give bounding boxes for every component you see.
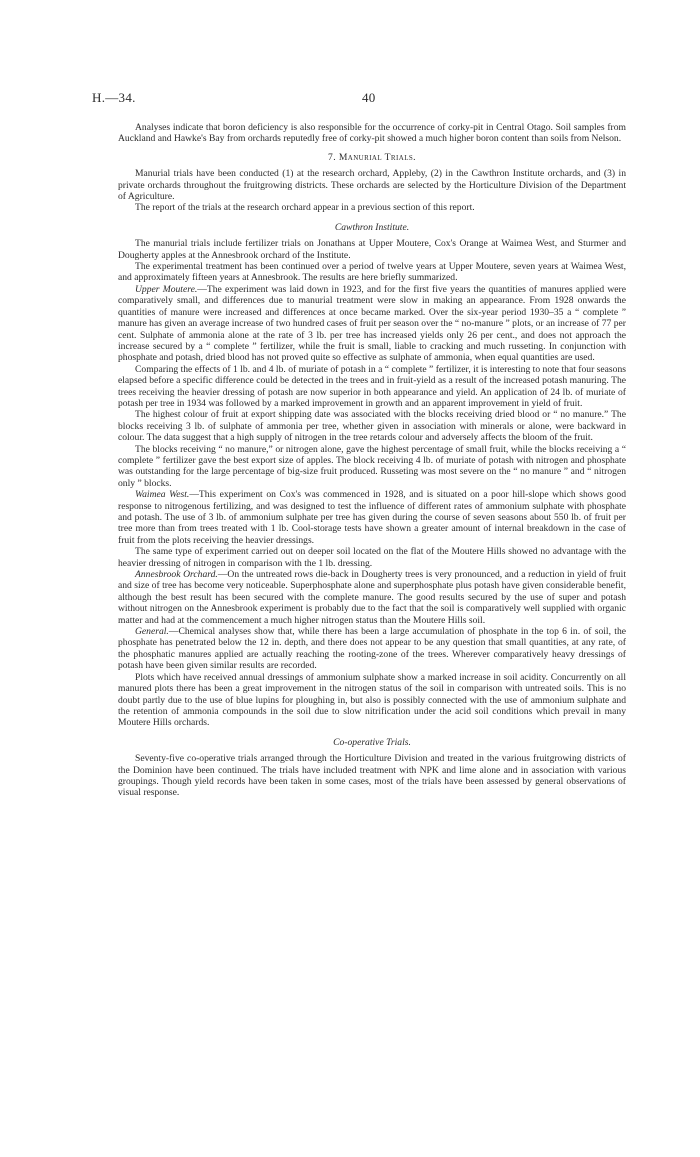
paragraph-lead: General.: [135, 626, 169, 638]
paragraph: [118, 168, 626, 202]
paragraph-text: The experimental treatment has been continued over a period of twelve years at Upper Moutere, seven years at Waimea West, and approximately fifteen years at Annesbrook. The results are here briefly summarized.: [118, 261, 626, 284]
paragraph-lead: Waimea West.: [135, 489, 190, 501]
paragraph: [118, 122, 626, 145]
paragraph: [118, 284, 626, 364]
paragraph-text: Comparing the effects of 1 lb. and 4 lb. of muriate of potash in a “ complete ” fertilizer, it is interesting to note that four seasons elapsed before a specific difference could be detected in the trees and in fruit-yield as a result of the increased potash manuring. The trees receiving the heavier dressing of potash are now superior in both appearance and yield. An application of 24 lb. of muriate of potash per tree in 1934 was followed by a marked improvement in growth and an apparent improvement in yield of fruit.: [118, 363, 626, 409]
paragraph-text: The highest colour of fruit at export shipping date was associated with the blocks receiving dried blood or “ no manure.” The blocks receiving 3 lb. of sulphate of ammonia per tree, whether given in association with minerals or alone, were backward in colour. The data suggest that a high supply of nitrogen in the tree retards colour and adversely affects the bloom of the fruit.: [118, 409, 626, 444]
paragraph: [118, 202, 626, 213]
paragraph: [118, 626, 626, 672]
section-heading: 7. Manurial Trials.: [328, 151, 416, 163]
report-code: H.—34.: [92, 90, 136, 105]
paragraph-text: The blocks receiving “ no manure,” or nitrogen alone, gave the highest percentage of small fruit, while the blocks receiving a “ complete ” fertilizer gave the best export size of apples. The block receiving 4 lb. of muriate of potash with nitrogen and phosphate was outstanding for the large percentage of big-size fruit produced. Russeting was most severe on the “ no manure ” and “ nitrogen only ” blocks.: [118, 443, 626, 489]
document-body: [118, 122, 626, 799]
paragraph-text: Manurial trials have been conducted (1) at the research orchard, Appleby, (2) in the Cawthron Institute orchards, and (3) in private orchards throughout the fruitgrowing districts. These orchards are selected by the Horticulture Division of the Department of Agriculture.: [118, 168, 626, 203]
paragraph-text: Plots which have received annual dressings of ammonium sulphate show a marked increase in soil acidity. Concurrently on all manured plots there has been a great improvement in the nitrogen status of the soil in comparison with untreated soils. This is no doubt partly due to the use of blue lupins for ploughing in, but also is possibly connected with the use of ammonium sulphate and the retention of ammonia compounds in the soil due to slow nitrification under the acid soil conditions which prevail in many Moutere Hills orchards.: [118, 671, 626, 729]
section-subheading: Co-operative Trials.: [333, 736, 411, 748]
paragraph-text: The manurial trials include fertilizer trials on Jonathans at Upper Moutere, Cox's Orange at Waimea West, and Sturmer and Dougherty apples at the Annesbrook orchard of the Institute.: [118, 238, 626, 261]
paragraph-lead: Upper Moutere.: [135, 283, 198, 295]
paragraph-text: The same type of experiment carried out on deeper soil located on the flat of the Moutere Hills showed no advantage with the heavier dressing of nitrogen in comparison with the 1 lb. dressing.: [118, 546, 626, 569]
section-subheading: Cawthron Institute.: [334, 221, 410, 233]
paragraph: [118, 672, 626, 729]
paragraph-text: —On the untreated rows die-back in Dougherty trees is very pronounced, and a reduction in yield of fruit and size of tree has become very noticeable. Superphosphate alone and superphosphate plus potash have given considerable benefit, although the best result has been secured with the complete manure. The good results secured by the use of super and potash without nitrogen on the Annesbrook experiment is probably due to the fact that the soil is comparatively well supplied with organic matter and had at the commencement a much higher nitrogen status than the Moutere Hills soil.: [118, 569, 626, 626]
paragraph: [118, 546, 626, 569]
paragraph: [118, 261, 626, 284]
paragraph-text: —Chemical analyses show that, while there has been a large accumulation of phosphate in the top 6 in. of soil, the phosphate has penetrated below the 12 in. depth, and there does not appear to be any question that small quantities, at any rate, of the phosphatic manures applied are actually reaching the rooting-zone of the trees. Wherever comparatively heavy dressings of potash have been given similar results are recorded.: [118, 626, 626, 672]
paragraph: [118, 489, 626, 546]
paragraph: [118, 238, 626, 261]
paragraph-text: Seventy-five co-operative trials arranged through the Horticulture Division and treated in the various fruitgrowing districts of the Dominion have been continued. The trials have included treatment with NPK and lime alone and in association with various groupings. Though yield records have been taken in some cases, most of the trials have been assessed by general observations of visual response.: [118, 753, 626, 799]
paragraph-text: —This experiment on Cox's was commenced in 1928, and is situated on a poor hill-slope which shows good response to nitrogenous fertilizing, and was designed to test the influence of different rates of ammonium sulphate with phosphate and potash. The use of 3 lb. of ammonium sulphate per tree has given during the course of seven seasons about 550 lb. of fruit per tree more than from trees treated with 1 lb. Cool-storage tests have shown a greater amount of internal breakdown in the case of fruit from the plots receiving the heavier dressings.: [118, 489, 626, 546]
paragraph: [118, 364, 626, 410]
paragraph: [118, 753, 626, 799]
paragraph: [118, 569, 626, 626]
paragraph-text: Analyses indicate that boron deficiency is also responsible for the occurrence of corky-pit in Central Otago. Soil samples from Auckland and Hawke's Bay from orchards reputedly free of corky-pit showed a much higher boron content than soils from Nelson.: [118, 122, 626, 145]
page-number: 40: [362, 90, 376, 105]
paragraph-text: —The experiment was laid down in 1923, and for the first five years the quantities of manures applied were comparatively small, and differences due to manurial treatment were slow in making an appearance. From 1928 onwards the quantities of manure were increased and differences at once became marked. Over the six-year period 1930–35 a “ complete ” manure has given an average increase of two hundred cases of fruit per season over the “ no-manure ” plots, or an increase of 77 per cent. Sulphate of ammonia alone at the rate of 3 lb. per tree has increased yields only 26 per cent., and does not approach the increase secured by a “ complete ” fertilizer, while the fruit is small, liable to cracking and much russeting. In conjunction with phosphate and potash, dried blood has not proved quite so effective as sulphate of ammonia, when equal quantities are used.: [118, 283, 626, 364]
paragraph-text: The report of the trials at the research orchard appear in a previous section of this report.: [135, 202, 475, 214]
paragraph: [118, 444, 626, 490]
paragraph-lead: Annesbrook Orchard.: [135, 569, 218, 581]
paragraph: [118, 409, 626, 443]
